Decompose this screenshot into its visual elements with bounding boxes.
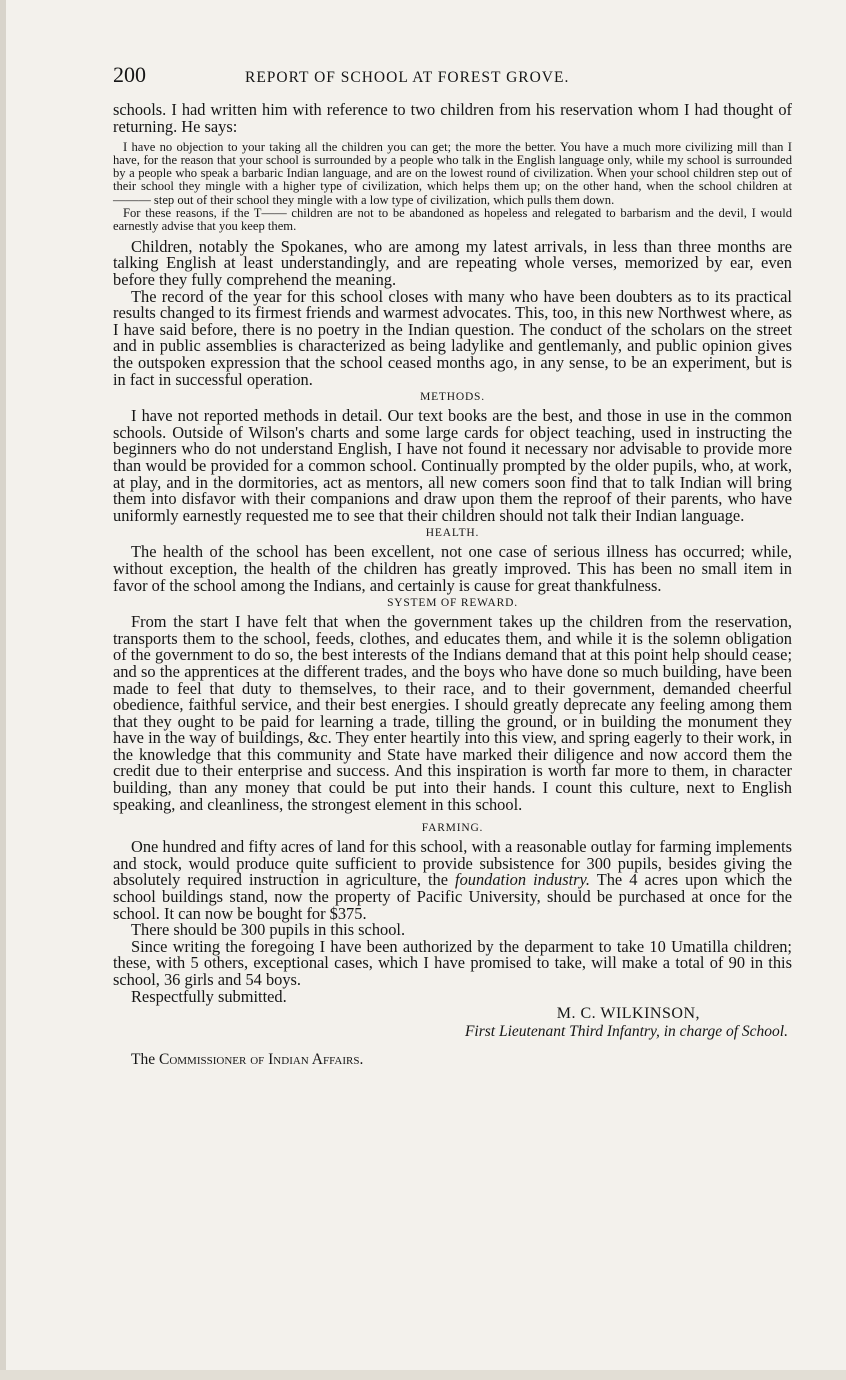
closing-line: Respectfully submitted. [131,986,287,1006]
paragraph-pupils: There should be 300 pupils in this school. [131,920,406,940]
addressee-name: Commissioner of Indian Affairs. [158,1051,364,1069]
addressee-prefix: The [131,1051,156,1069]
block-quote [113,141,792,233]
page-header [113,62,792,102]
paragraph-umatilla: Since writing the foregoing I have been authorized by the deparment to take 10 Umatilla children; these, with 5 others, exceptional cases, which I have promised to take, will make a total of 90 in this school, 36 girls and 54 boys. [113,936,792,989]
section-heading-health: HEALTH. [425,527,480,540]
signature-title: First Lieutenant Third Infantry, in charge of School. [464,1023,788,1041]
farming-italic: foundation industry. [455,870,590,890]
paragraph-spokanes: Children, notably the Spokanes, who are among my latest arrivals, in less than three months are talking English at least understandingly, and are repeating whole verses, memorized by ear, even before they fully comprehend the meaning. [113,236,792,290]
intro-paragraph: schools. I had written him with reference to two children from his reservation whom I had thought of returning. He says: [113,100,792,136]
paragraph-health: The health of the school has been excellent, not one case of serious illness has occurred; while, without exception, the health of the children has greatly improved. This has been no small item in favor of the school among the Indians, and certainly is cause for great thankfulness. [113,542,792,595]
body-text-continued [113,236,792,389]
section-heading-farming: FARMING. [421,822,484,835]
paragraph-record: The record of the year for this school closes with many who have been doubters as to its practical results changed to its firmest friends and warmest advocates. This, too, in this new Northwest where, as I have said before, there is no poetry in the Indian question. The conduct of the scholars on the street and in public assemblies is characterized as being ladylike and gentlemanly, and public opinion gives the outspoken expression that the school ceased months ago, in any sense, to be an experiment, but is in fact in successful operation. [113,286,792,389]
farming-text-a: One hundred and fifty acres of land for this school, with a reasonable outlay for farming implements and stock, would produce quite sufficient to provide subsistence for 300 pupils, besides giving the absolutely required instruction in agriculture, the [113,837,792,890]
farming-text-b: The 4 acres upon which the school buildings stand, now the property of Pacific University, should be purchased at once for the school. It can now be bought for $375. [113,870,792,923]
page-edge-shadow [0,0,6,1380]
quote-paragraph-2: For these reasons, if the T—— children are not to be abandoned as hopeless and relegated to barbarism and the devil, I would earnestly advise that you keep them. [113,205,792,233]
page-bottom-edge [0,1370,846,1380]
quote-paragraph-1: I have no objection to your taking all the children you can get; the more the better. You have a much more civilizing mill than I have, for the reason that your school is surrounded by a people who talk in the English language only, while my school is surrounded by a people who speak a barbaric Indian language, and are on the lowest round of civilization. When your school children step out of their school they mingle with a higher type of civilization, which helps them up; on the other hand, when the school children at ——— step out of their school they mingle with a low type of civilization, which pulls them down. [113,140,792,207]
paragraph-reward: From the start I have felt that when the government takes up the children from the reservation, transports them to the school, feeds, clothes, and educates them, and while it is the solemn obligation of the government to do so, the best interests of the Indians demand that at this point help should cease; and so the apprentices at the different trades, and the boys who have done so much building, have been made to feel that duty to themselves, to their race, and to their government, demanded cheerful obedience, faithful service, and their best energies. I should greatly deprecate any feeling among them that they ought to be paid for learning a trade, tilling the ground, or in building the monument they have in the way of buildings, &c. They enter heartily into this view, and spring eagerly to their work, in the knowledge that this community and State have marked their diligence and now accord them the credit due to their enterprise and success. And this inspiration is worth far more to them, in character building, than any money that could be put into their hands. I count this culture, next to English speaking, and cleanliness, the strongest element in this school. [113,612,792,814]
paragraph-farming [113,839,792,922]
running-title: REPORT OF SCHOOL AT FOREST GROVE. [245,69,570,86]
addressee [113,1051,792,1069]
signature-name: M. C. WILKINSON, [556,1005,700,1023]
section-heading-reward: SYSTEM OF REWARD. [387,597,518,610]
body-text [113,102,792,135]
paragraph-methods: I have not reported methods in detail. Our text books are the best, and those in use in the common schools. Outside of Wilson's charts and some large cards for object teaching, used in instructing the beginners who do not understand English, I have not found it necessary nor advisable to provide more than would be provided for a common school. Continually prompted by the older pupils, who, at work, at play, and in the dormitories, act as mentors, all new comers soon find that to talk Indian will bring them into disfavor with their companions and draw upon them the reproof of their parents, who have uniformly earnestly requested me to see that their children should not talk their Indian language. [113,406,792,525]
page-number: 200 [113,62,146,87]
section-heading-methods: METHODS. [420,391,485,404]
